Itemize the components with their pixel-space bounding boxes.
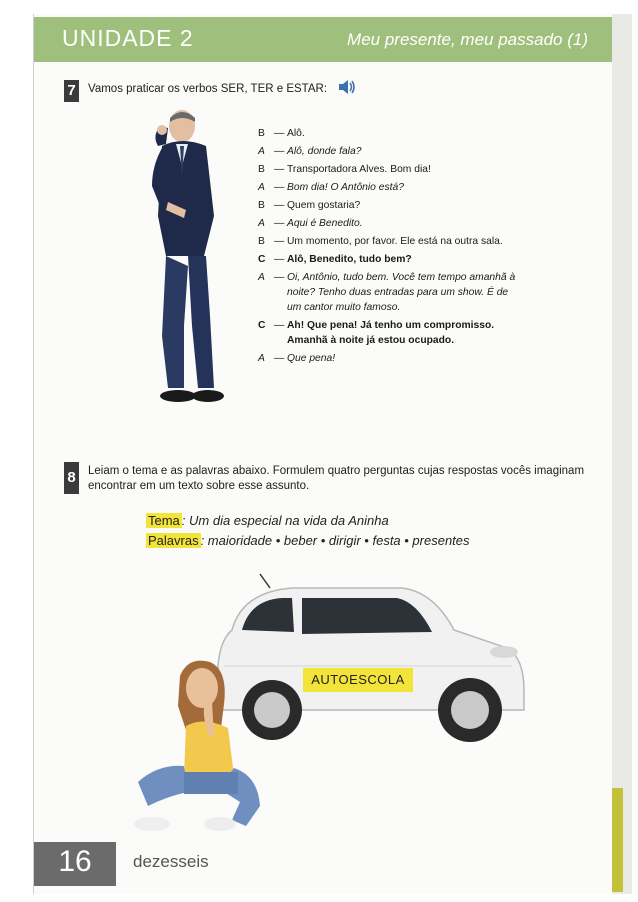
- tema-label: Tema: [148, 513, 180, 528]
- unit-title: UNIDADE 2: [62, 25, 194, 51]
- tema-value: : Um dia especial na vida da Aninha: [181, 513, 389, 528]
- tema-line: [146, 513, 389, 528]
- dialogue-line: C — Ah! Que pena! Já tenho um compromisso. Amanhã à noite já estou ocupado.: [258, 320, 495, 346]
- dialogue-line: A — Que pena!: [258, 353, 336, 364]
- palavras-line: [146, 533, 470, 548]
- girl-sitting-illustration: [128, 656, 268, 842]
- businessman-on-phone-illustration: [140, 106, 250, 406]
- exercise-8-instruction: Leiam o tema e as palavras abaixo. Formulem quatro perguntas cujas respostas vocês imaginam encontrar em um texto sobre esse assunto.: [88, 465, 585, 492]
- audio-speaker-icon[interactable]: [336, 78, 358, 96]
- dialogue-line: C — Alô, Benedito, tudo bem?: [258, 254, 412, 265]
- dialogue-line: B — Transportadora Alves. Bom dia!: [258, 164, 431, 175]
- autoescola-sign: AUTOESCOLA: [303, 668, 413, 692]
- dialogue-line: A — Bom dia! O Antônio está?: [258, 182, 404, 193]
- exercise-7-number: 7: [64, 80, 79, 102]
- page-edge-tab: [612, 788, 623, 892]
- palavras-value: : maioridade • beber • dirigir • festa • presentes: [200, 533, 470, 548]
- palavras-label: Palavras: [148, 533, 199, 548]
- dialogue-line: A — Oi, Antônio, tudo bem. Você tem tempo amanhã à noite? Tenho duas entradas para um show. É de um cantor muito famoso.: [258, 272, 516, 313]
- dialogue-line: A — Aqui é Benedito.: [258, 218, 363, 229]
- page-number-word: dezesseis: [133, 852, 209, 871]
- dialogue-line: B — Um momento, por favor. Ele está na outra sala.: [258, 236, 503, 247]
- dialogue-line: B — Alô.: [258, 128, 305, 139]
- dialogue-line: B — Quem gostaria?: [258, 200, 361, 211]
- page-number: 16: [58, 845, 92, 878]
- dialogue-line: A — Alô, donde fala?: [258, 146, 362, 157]
- page-number-box: [34, 842, 116, 886]
- exercise-7-instruction: Vamos praticar os verbos SER, TER e ESTAR:: [88, 83, 328, 95]
- exercise-8-number: 8: [64, 462, 79, 494]
- page-edge: [612, 14, 632, 894]
- unit-header: [34, 17, 612, 62]
- dialogue: [258, 126, 578, 369]
- unit-subtitle: Meu presente, meu passado (1): [347, 30, 588, 49]
